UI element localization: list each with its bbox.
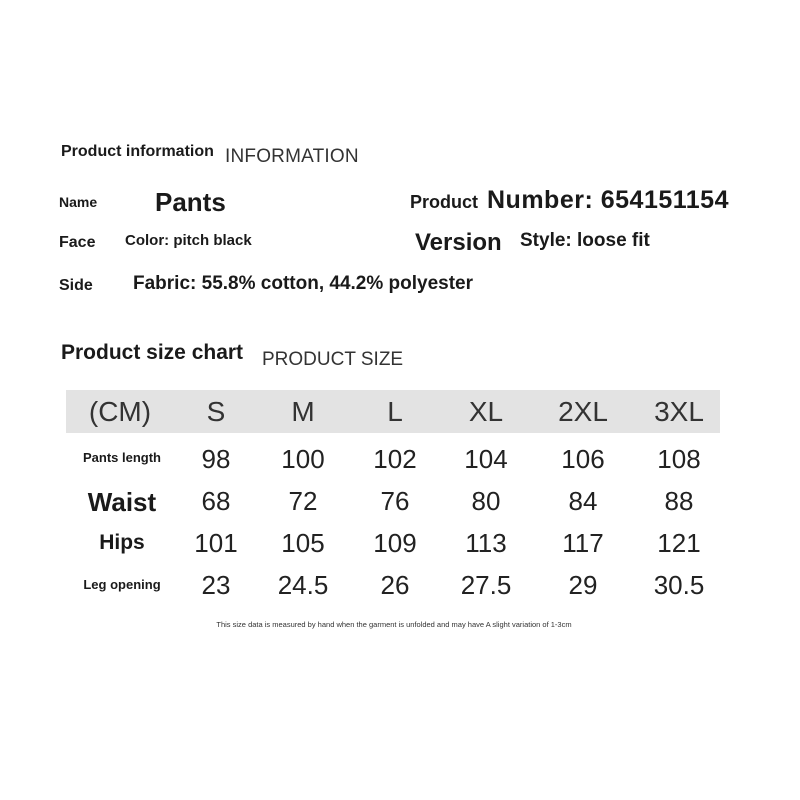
table-cell: 100 [281,444,325,474]
table-cell: 27.5 [460,570,512,600]
table-cell: 98 [201,444,231,474]
table-cell: 84 [568,486,598,516]
table-cell: 24.5 [277,570,329,600]
size-header-m: M [291,396,315,427]
side-label: Side [59,277,93,294]
product-number-value: Number: 654151154 [487,186,729,214]
table-cell: 68 [201,486,231,516]
style-value: Style: loose fit [520,230,650,251]
table-cell: 121 [657,528,701,558]
unit-header: (CM) [88,396,152,427]
table-cell: 104 [464,444,508,474]
size-header-2xl: 2XL [558,396,608,427]
table-cell: 72 [288,486,318,516]
table-cell: 117 [562,528,604,558]
row-label-waist: Waist [87,487,157,517]
size-header-xl: XL [468,396,504,427]
table-cell: 23 [201,570,231,600]
table-cell: 29 [568,570,598,600]
table-cell: 30.5 [653,570,705,600]
row-label-pants-length: Pants length [82,450,161,465]
version-label: Version [415,229,502,256]
table-cell: 101 [194,528,238,558]
size-chart-title-en: PRODUCT SIZE [262,349,404,370]
product-info-title-en: INFORMATION [225,146,359,167]
face-label: Face [59,234,96,251]
size-header-3xl: 3XL [654,396,704,427]
name-label: Name [59,194,98,210]
table-cell: 102 [373,444,417,474]
table-cell: 26 [380,570,410,600]
row-label-leg-opening: Leg opening [83,577,161,592]
measurement-note: This size data is measured by hand when the garment is unfolded and may have A slight variation of 1-3cm [216,620,572,629]
table-cell: 109 [373,528,417,558]
size-header-l: L [387,396,403,427]
table-cell: 105 [281,528,325,558]
table-cell: 108 [657,444,701,474]
fabric-value: Fabric: 55.8% cotton, 44.2% polyester [133,273,474,294]
table-cell: 113 [465,528,507,558]
color-value: Color: pitch black [125,232,252,249]
table-cell: 88 [664,486,694,516]
row-label-hips: Hips [99,531,145,554]
table-cell: 76 [380,486,410,516]
size-chart-title: Product size chart [61,341,244,364]
name-value: Pants [155,187,226,217]
size-header-s: S [206,396,226,427]
product-info-title: Product information [61,143,214,160]
product-label: Product [410,192,479,212]
table-cell: 106 [561,444,605,474]
table-cell: 80 [471,486,501,516]
